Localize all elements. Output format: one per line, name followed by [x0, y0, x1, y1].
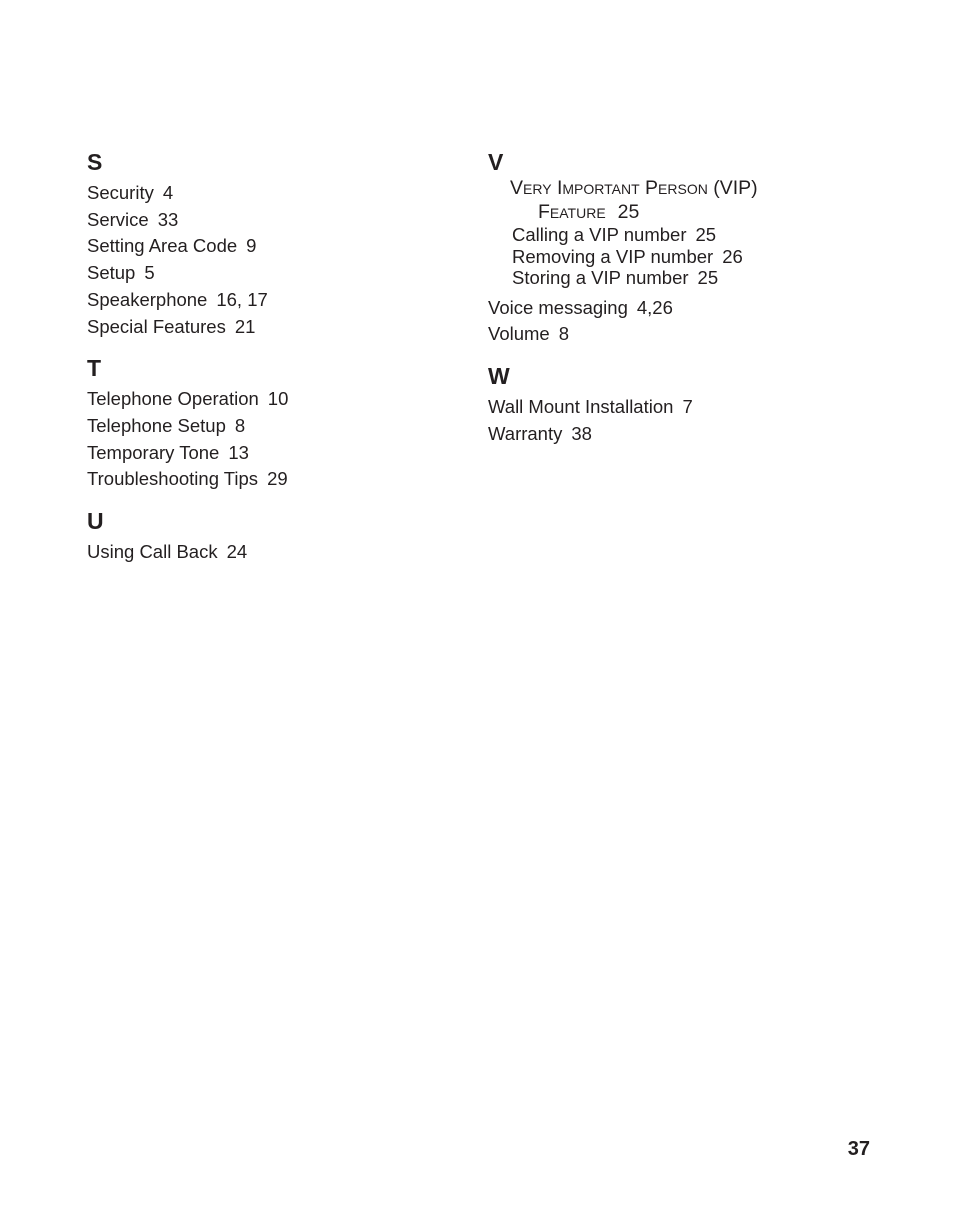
- section-letter: W: [488, 362, 510, 389]
- section-letter: T: [87, 355, 102, 382]
- index-section-v: [488, 148, 888, 348]
- index-entry: Telephone Operation 10: [87, 388, 289, 410]
- index-entry: Volume 8: [488, 323, 570, 345]
- index-column-left: [87, 148, 487, 580]
- index-section-t: [87, 354, 487, 493]
- index-entry: Wall Mount Installation 7: [488, 395, 693, 417]
- section-letter: V: [488, 149, 504, 175]
- index-entry: Using Call Back 24: [87, 541, 248, 563]
- index-entry: Service 33: [87, 208, 179, 230]
- index-section-s: [87, 148, 487, 340]
- index-subentry: Storing a VIP number 25: [512, 267, 719, 288]
- section-letter: U: [87, 508, 104, 535]
- index-subentry: Removing a VIP number 26: [512, 245, 743, 267]
- index-entry: Security 4: [87, 182, 174, 203]
- section-letter: S: [87, 149, 103, 175]
- index-entry: Setting Area Code 9: [87, 235, 257, 257]
- index-entry: Setup 5: [87, 262, 155, 284]
- index-section-u: [87, 507, 487, 566]
- index-entry: Special Features 21: [87, 315, 256, 337]
- vip-entry: [488, 176, 888, 289]
- index-column-right: [488, 148, 888, 461]
- index-entry: Voice messaging 4,26: [488, 296, 673, 318]
- index-entry: Troubleshooting Tips 29: [87, 468, 288, 490]
- index-entry: Warranty 38: [488, 422, 592, 444]
- index-section-w: [488, 362, 888, 447]
- index-entry: Telephone Setup 8: [87, 414, 246, 436]
- index-entry: Temporary Tone 13: [87, 441, 249, 463]
- vip-title-line1: Very Important Person (VIP): [510, 177, 758, 199]
- vip-title-line2: Feature 25: [538, 201, 640, 223]
- page-number: 37: [847, 1138, 870, 1160]
- index-entry: Speakerphone 16, 17: [87, 288, 268, 310]
- index-subentry: Calling a VIP number 25: [512, 224, 717, 245]
